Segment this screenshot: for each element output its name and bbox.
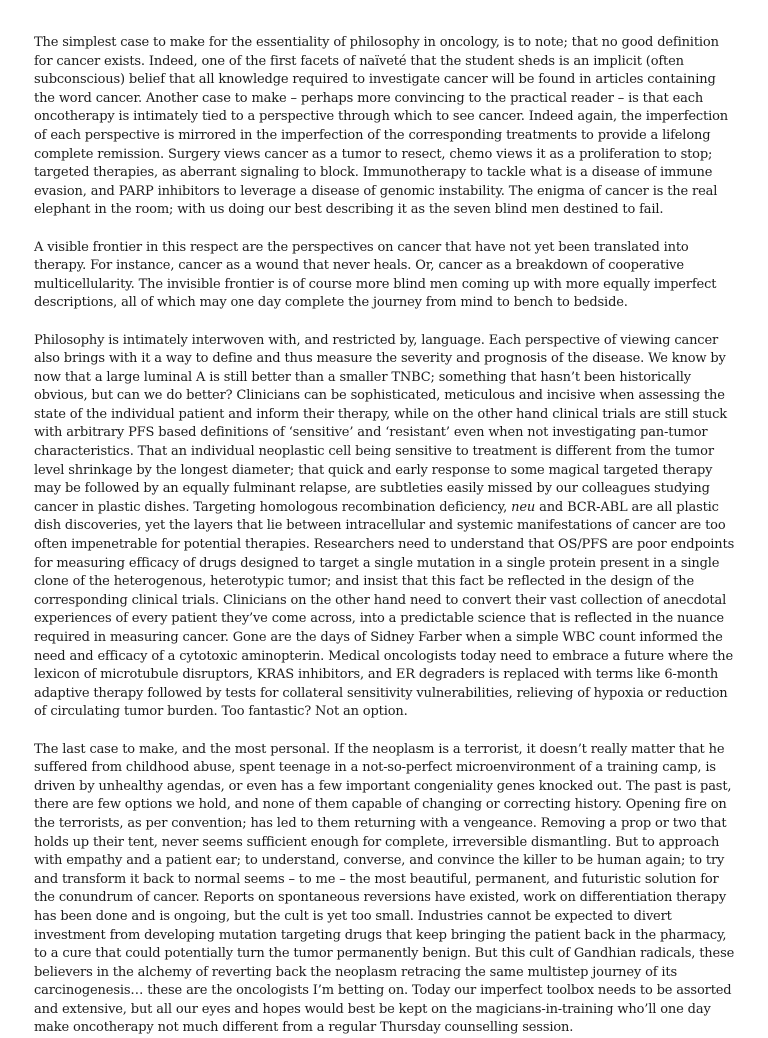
paragraph-3 [34,332,740,722]
paragraph-4 [34,741,740,1038]
paragraph-2-text: A visible frontier in this respect are the perspectives on cancer that have not yet been translated into therapy. For instance, cancer as a wound that never heals. Or, cancer as a breakdown of cooperative multicellularity. The invisible frontier is of course more blind men coming up with more equally imperfect descriptions, all of which may one day complete the journey from mind to bench to bedside. [34,239,717,311]
paragraph-1-text: The simplest case to make for the essentiality of philosophy in oncology, is to note; that no good definition for cancer exists. Indeed, one of the first facets of naïveté that the student sheds is an implicit (often subconscious) belief that all knowledge required to investigate cancer will be found in articles containing the word cancer. Another case to make – perhaps more convincing to the practical reader – is that each oncotherapy is intimately tied to a perspective through which to see cancer. Indeed again, the imperfection of each perspective is mirrored in the imperfection of the corresponding treatments to provide a lifelong complete remission. Surgery views cancer as a tumor to resect, chemo views it as a proliferation to stop; targeted therapies, as aberrant signaling to block. Immunotherapy to tackle what is a disease of immune evasion, and PARP inhibitors to leverage a disease of genomic instability. The enigma of cancer is the real elephant in the room; with us doing our best describing it as the seven blind men destined to fail. [34,35,729,218]
document-body [34,34,740,1038]
paragraph-2 [34,239,740,313]
paragraph-3-text-a: Philosophy is intimately interwoven with, and restricted by, language. Each perspective of viewing cancer also brings with it a way to define and thus measure the severity and prognosis of the disease. We know by now that a large luminal A is still better than a smaller TNBC; something that hasn’t been historically obvious, but can we do better? Clinicians can be sophisticated, meticulous and incisive when assessing the state of the individual patient and inform their therapy, while on the other hand clinical trials are still stuck with arbitrary PFS based definitions of ‘sensitive’ and ‘resistant’ even when not investigating pan-tumor characteristics. That an individual neoplastic cell being sensitive to treatment is different from the tumor level shrinkage by the longest diameter; that quick and early response to some magical targeted therapy may be followed by an equally fulminant relapse, are subtleties easily missed by our colleagues studying cancer in plastic dishes. Targeting homologous recombination deficiency, [34,332,728,515]
paragraph-4-text: The last case to make, and the most personal. If the neoplasm is a terrorist, it doesn’t really matter that he suffered from childhood abuse, spent teenage in a not-so-perfect microenvironment of a training camp, is driven by unhealthy agendas, or even has a few important congeniality genes knocked out. The past is past, there are few options we hold, and none of them capable of changing or correcting history. Opening fire on the terrorists, as per convention; has led to them returning with a vengeance. Removing a prop or two that holds up their tent, never seems sufficient enough for complete, irreversible dismantling. But to approach with empathy and a patient ear; to understand, converse, and convince the killer to be human again; to try and transform it back to normal seems – to me – the most beautiful, permanent, and futuristic solution for the conundrum of cancer. Reports on spontaneous reversions have existed, work on differentiation therapy has been done and is ongoing, but the cult is yet too small. Industries cannot be expected to divert investment from developing mutation targeting drugs that keep bringing the patient back in the pharmacy, to a cure that could potentially turn the tumor permanently benign. But this cult of Gandhian radicals, these believers in the alchemy of reverting back the neoplasm retracing the same multistep journey of its carcinogenesis… these are the oncologists I’m betting on. Today our imperfect toolbox needs to be assorted and extensive, but all our eyes and hopes would best be kept on the magicians-in-training who’ll one day make oncotherapy not much different from a regular Thursday counselling session. [34,741,735,1036]
paragraph-3-text-b: and BCR-ABL are all plastic dish discoveries, yet the layers that lie between intracellular and systemic manifestations of cancer are too often impenetrable for potential therapies. Researchers need to understand that OS/PFS are poor endpoints for measuring efficacy of drugs designed to target a single mutation in a single protein present in a single clone of the heterogenous, heterotypic tumor; and insist that this fact be reflected in the design of the corresponding clinical trials. Clinicians on the other hand need to convert their vast collection of anecdotal experiences of every patient they’ve come across, into a predictable science that is reflected in the nuance required in measuring cancer. Gone are the days of Sidney Farber when a simple WBC count informed the need and efficacy of a cytotoxic aminopterin. Medical oncologists today need to embrace a future where the lexicon of microtubule disruptors, KRAS inhibitors, and ER degraders is replaced with terms like 6-month adaptive therapy followed by tests for collateral sensitivity vulnerabilities, relieving of hypoxia or reduction of circulating tumor burden. Too fantastic? Not an option. [34,499,735,720]
paragraph-3-italic-term: neu [511,499,536,515]
paragraph-1 [34,34,740,220]
